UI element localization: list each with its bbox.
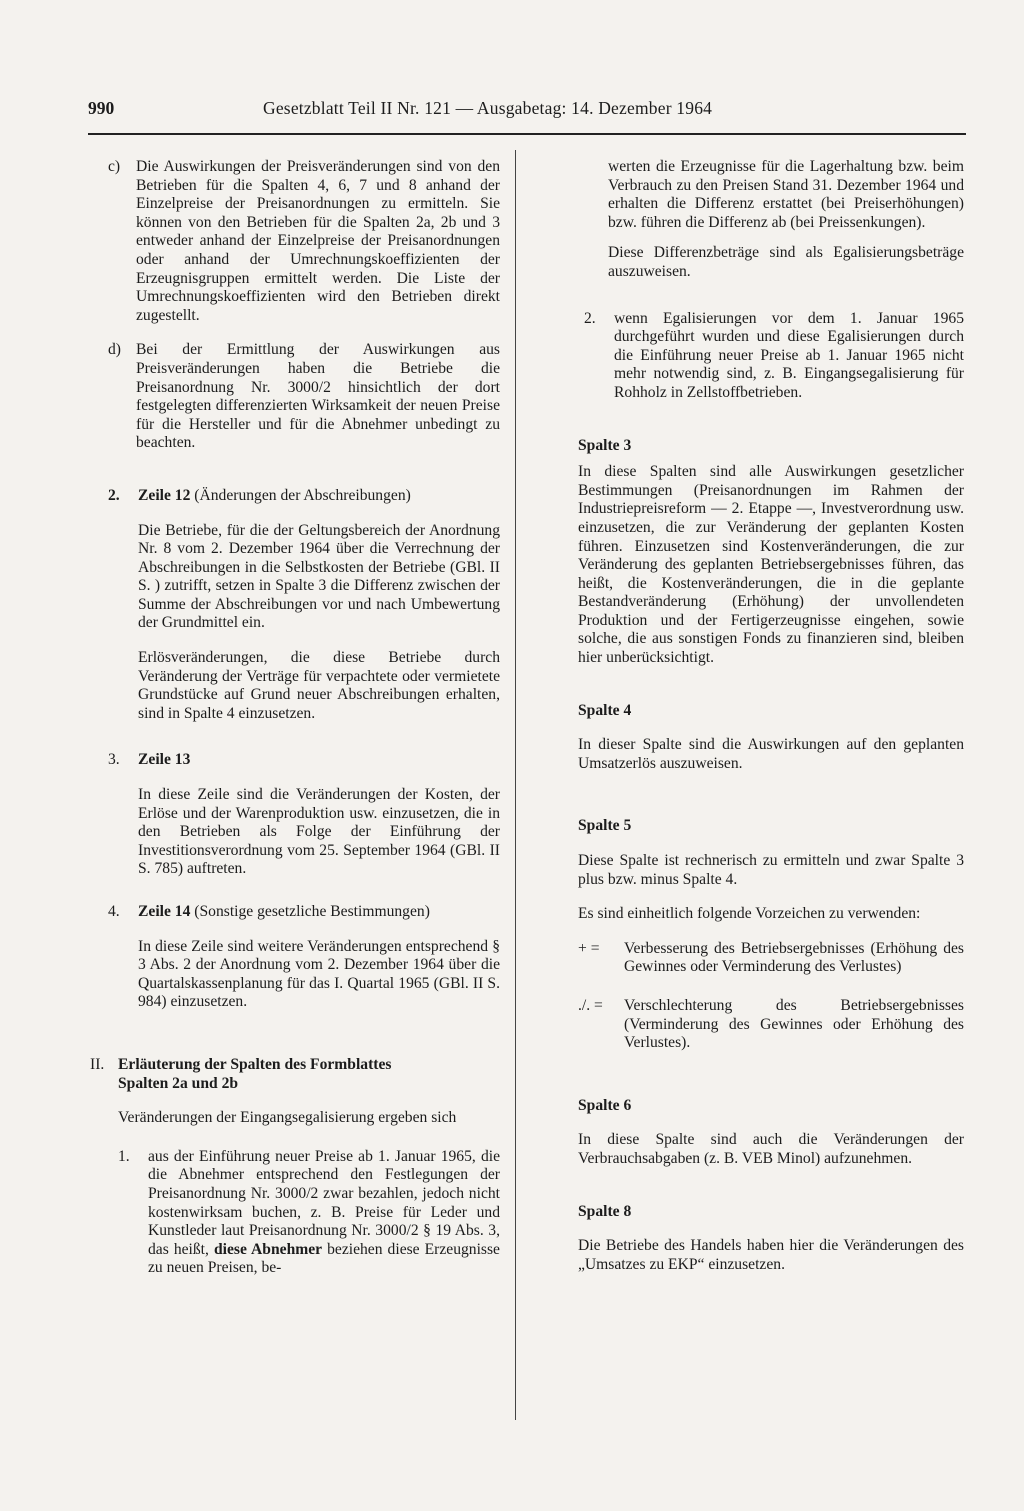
section-heading: Erläuterung der Spalten des Formblattes [118, 1055, 392, 1073]
emphasis: diese Abnehmer [213, 1240, 323, 1258]
paragraph: Diese Differenzbeträge sind als Egalisierungsbeträge auszuweisen. [608, 244, 964, 280]
item-heading-rest: (Änderungen der Abschreibungen) [190, 486, 411, 504]
list-item-d [108, 341, 500, 453]
paragraph: Es sind einheitlich folgende Vorzeichen zu verwenden: [578, 905, 921, 923]
section-heading-spalte-5: Spalte 5 [578, 817, 632, 835]
paragraph: Diese Spalte ist rechnerisch zu ermitteln und zwar Spalte 3 plus bzw. minus Spalte 4. [578, 852, 964, 888]
item-heading: Zeile 14 [138, 903, 191, 920]
paragraph: Die Auswirkungen der Preisveränderungen sind von den Betrieben für die Spalten 4, 6, 7 und 8 anhand der Einzelpreise der Preisanordnungen zu ermitteln. Sie können von den Betrieben für die Spalten 2a, 2b und 3 entweder anhand der Einzelpreise der Preisanordnungen oder anhand der Umrechnungskoeffizienten der Erzeugnisgruppen ermittelt werden. Die Liste der Umrechnungskoeffizienten wird den Betrieben direkt zugestellt. [136, 158, 500, 324]
section-item-2 [108, 487, 500, 724]
paragraph: Verbesserung des Betriebsergebnisses (Erhöhung des Gewinnes oder Verminderung des Verlustes) [624, 939, 964, 976]
section-heading-spalte-8: Spalte 8 [578, 1202, 632, 1220]
item-heading: Zeile 13 [138, 751, 191, 769]
header-rule [88, 133, 966, 135]
list-item-c [108, 158, 500, 325]
section-number: II. [90, 1055, 105, 1073]
item-number: 1. [118, 1147, 130, 1165]
section-item-3 [108, 751, 500, 879]
left-column [90, 158, 500, 1278]
section-heading-spalte-3: Spalte 3 [578, 436, 632, 454]
paragraph: Bei der Ermittlung der Auswirkungen aus Preisveränderungen haben die Betriebe die Preisanordnung Nr. 3000/2 hinsichtlich der dort festgelegten differenzierten Wirksamkeit der neuen Preise für die Hersteller und für die Abnehmer unbedingt zu beachten. [136, 341, 500, 452]
section-heading-spalte-4: Spalte 4 [578, 701, 632, 719]
minus-sign: ./. = [578, 997, 603, 1014]
item-heading-rest: (Sonstige gesetzliche Bestimmungen) [190, 903, 430, 920]
column-divider [515, 150, 516, 1420]
list-item-2 [584, 310, 964, 403]
item-number: 3. [108, 751, 120, 769]
section-ii [90, 1056, 500, 1093]
paragraph: werten die Erzeugnisse für die Lagerhaltung bzw. beim Verbrauch zu den Preisen Stand 31. Dezember 1964 und erhalten die Differenz erstattet (bei Preiserhöhungen) bzw. führen die Differenz ab (bei Preissenkungen). [608, 158, 964, 231]
item-label: d) [108, 341, 121, 359]
sign-definition-minus [578, 997, 964, 1053]
paragraph: In diese Zeile sind die Veränderungen der Kosten, der Erlöse und der Warenproduktion usw. einzusetzen, die in den Betrieben als Folge der Einführung der Investitionsverordnung vom 25. September 1964 (GBl. II S. 785) auftreten. [138, 786, 500, 878]
paragraph: wenn Egalisierungen vor dem 1. Januar 1965 durchgeführt wurden und diese Egalisierungen durch die Einführung neuer Preise ab 1. Januar 1965 nicht mehr notwendig sind, z. B. Eingangsegalisierung für Rohholz in Zellstoffbetrieben. [614, 309, 964, 401]
paragraph: Die Betriebe, für die der Geltungsbereich der Anordnung Nr. 8 vom 2. Dezember 1964 über die Verrechnung der Abschreibungen in die Selbstkosten der Betriebe (GBl. II S. ) zutrifft, setzen in Spalte 3 die Differenz zwischen der Summe der Abschreibungen vor und nach Umbewertung der Grundmittel ein. [138, 521, 500, 632]
paragraph: In dieser Spalte sind die Auswirkungen auf den geplanten Umsatzerlös auszuweisen. [578, 736, 964, 772]
paragraph: In diese Spalten sind alle Auswirkungen gesetzlicher Bestimmungen (Preisanordnungen im Rahmen der Industriepreisreform — 2. Etappe —, Investverordnung usw. einzusetzen, die zur Veränderung der geplanten Kosten führen. Einzusetzen sind Kostenveränderungen, die zur Veränderung des geplanten Betriebsergebnisses führen, das heißt, die Kostenveränderungen, die in die geplante Bestandveränderung (Erhöhung) der unvollendeten Produktion und der Fertigerzeugnisse eingehen, sowie solche, die aus sonstigen Fonds zu finanzieren sind, bleiben hier unberücksichtigt. [578, 463, 964, 667]
plus-sign: + = [578, 939, 600, 957]
item-label: c) [108, 158, 121, 175]
paragraph: Veränderungen der Eingangsegalisierung ergeben sich [118, 1109, 457, 1127]
right-column [578, 158, 964, 1274]
item-number: 2. [584, 309, 596, 327]
section-heading-spalte-6: Spalte 6 [578, 1096, 632, 1114]
paragraph: In diese Spalte sind auch die Veränderungen der Verbrauchsabgaben (z. B. VEB Minol) aufzunehmen. [578, 1131, 964, 1167]
section-subheading: Spalten 2a und 2b [118, 1074, 239, 1092]
list-item-1 [108, 1148, 500, 1278]
paragraph: aus der Einführung neuer Preise ab 1. Januar 1965, die die Abnehmer entsprechend den Festlegungen der Preisanordnung Nr. 3000/2 zwar bezahlen, jedoch nicht kostenwirksam buchen, z. B. Preise für Leder und Kunstleder laut Preisanordnung Nr. 3000/2 § 19 Abs. 3, das heißt, diese Abnehmer beziehen diese Erzeugnisse zu neuen Preisen, be- [148, 1147, 500, 1277]
paragraph: Verschlechterung des Betriebsergebnisses (Verminderung des Gewinnes oder Erhöhung des Verlustes). [624, 997, 964, 1052]
item-number: 2. [108, 486, 120, 504]
paragraph: Die Betriebe des Handels haben hier die Veränderungen des „Umsatzes zu EKP“ einzusetzen. [578, 1237, 964, 1273]
running-title: Gesetzblatt Teil II Nr. 121 — Ausgabetag: 14. Dezember 1964 [263, 98, 713, 118]
paragraph: In diese Zeile sind weitere Veränderungen entsprechend § 3 Abs. 2 der Anordnung vom 2. Dezember 1964 über die Quartalskassenplanung für das I. Quartal 1965 (GBl. II S. 984) einzusetzen. [138, 937, 500, 1011]
sign-definition-plus [578, 940, 964, 977]
item-heading: Zeile 12 [138, 486, 191, 504]
paragraph: Erlösveränderungen, die diese Betriebe durch Veränderung der Verträge für verpachtete oder vermietete Grundstücke auf Grund neuer Abschreibungen erhalten, sind in Spalte 4 einzusetzen. [138, 649, 500, 722]
item-number: 4. [108, 903, 120, 920]
page-number: 990 [88, 98, 115, 118]
page-header [88, 98, 968, 122]
section-item-4 [108, 903, 500, 1012]
